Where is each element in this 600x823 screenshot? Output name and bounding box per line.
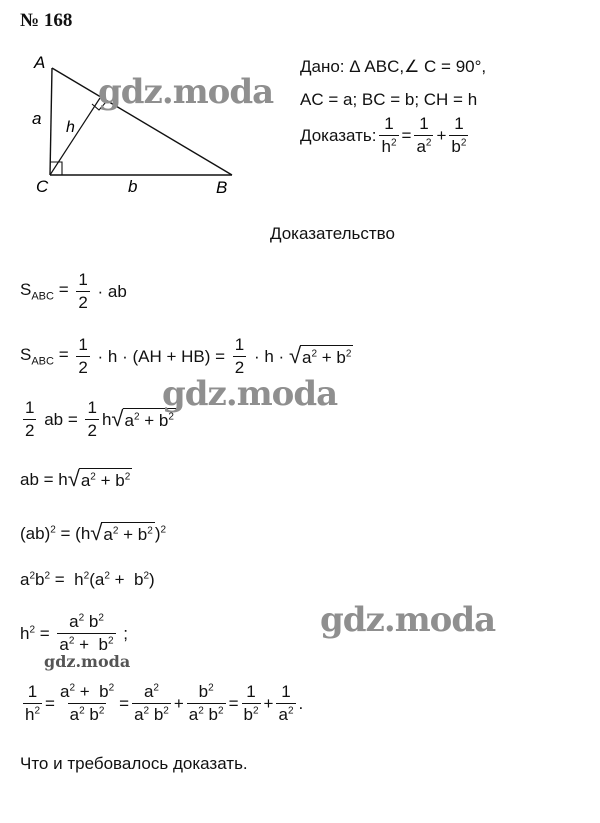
vertex-label-a: A	[34, 53, 46, 72]
side-label-b: b	[128, 177, 138, 196]
side-ca	[50, 68, 52, 175]
given-line-2: AC = a; BC = b; CH = h	[300, 90, 478, 109]
altitude-ch	[50, 98, 100, 175]
conclusion-text: Что и требовалось доказать.	[20, 754, 248, 773]
vertex-label-b: B	[216, 178, 228, 197]
equation-8: $\frac{1}{h^2}$ = $\frac{a^2 + b^2}{a^2 b^2}$ = $\frac{a^2}{a^2 b^2}$ + $\frac{b^2}{a^2 b^2}$ = $\frac{1}{b^2}$ + $\frac{1}{a^2}$ .	[25, 682, 304, 724]
altitude-label-h: h	[66, 119, 75, 136]
given-prove: Доказать: $\frac{1}{h^2}$ = $\frac{1}{a^2}$ + $\frac{1}{b^2}$	[300, 114, 467, 156]
watermark-logo-3: gdz.moda	[320, 600, 496, 640]
watermark-logo-small: gdz.moda	[44, 652, 131, 671]
watermark-logo-1: gdz.moda	[98, 72, 274, 112]
prove-frac-h: $\frac{1}{h^2}$	[381, 114, 397, 156]
equation-area-2: $S_{ABC}$ = $\frac{1}{2}$ · h · (AH + HB) = $\frac{1}{2}$ · h · √ $a^2 + b^2$	[20, 335, 352, 377]
equation-5: (ab)$^2$ = (h √ $a^2 + b^2$ )$^2$	[20, 520, 167, 545]
equation-area-1: $S_{ABC}$ = $\frac{1}{2}$ · ab	[20, 270, 127, 312]
equation-3: 1 2 ab = $\frac{1}{2}$ h √ $a^2 + b^2$	[25, 398, 174, 440]
problem-number: № 168	[20, 10, 73, 31]
equation-4: ab = h √ $a^2 + b^2$	[20, 466, 131, 491]
prove-frac-a: $\frac{1}{a^2}$	[416, 114, 432, 156]
side-label-a: a	[32, 109, 42, 128]
watermark-logo-2: gdz.moda	[162, 374, 338, 414]
vertex-label-c: C	[36, 177, 49, 196]
equation-7: $h^2$ = $\frac{a^2 b^2}{a^2 + b^2}$ ;	[20, 612, 129, 654]
proof-title: Доказательство	[270, 224, 395, 243]
prove-label: Доказать:	[300, 125, 377, 145]
prove-frac-b: $\frac{1}{b^2}$	[451, 114, 467, 156]
given-line-1: Дано: Δ ABC,∠ C = 90°,	[300, 57, 487, 76]
equation-6: $a^2b^2 = h^2(a^2 + b^2)$	[20, 570, 155, 589]
